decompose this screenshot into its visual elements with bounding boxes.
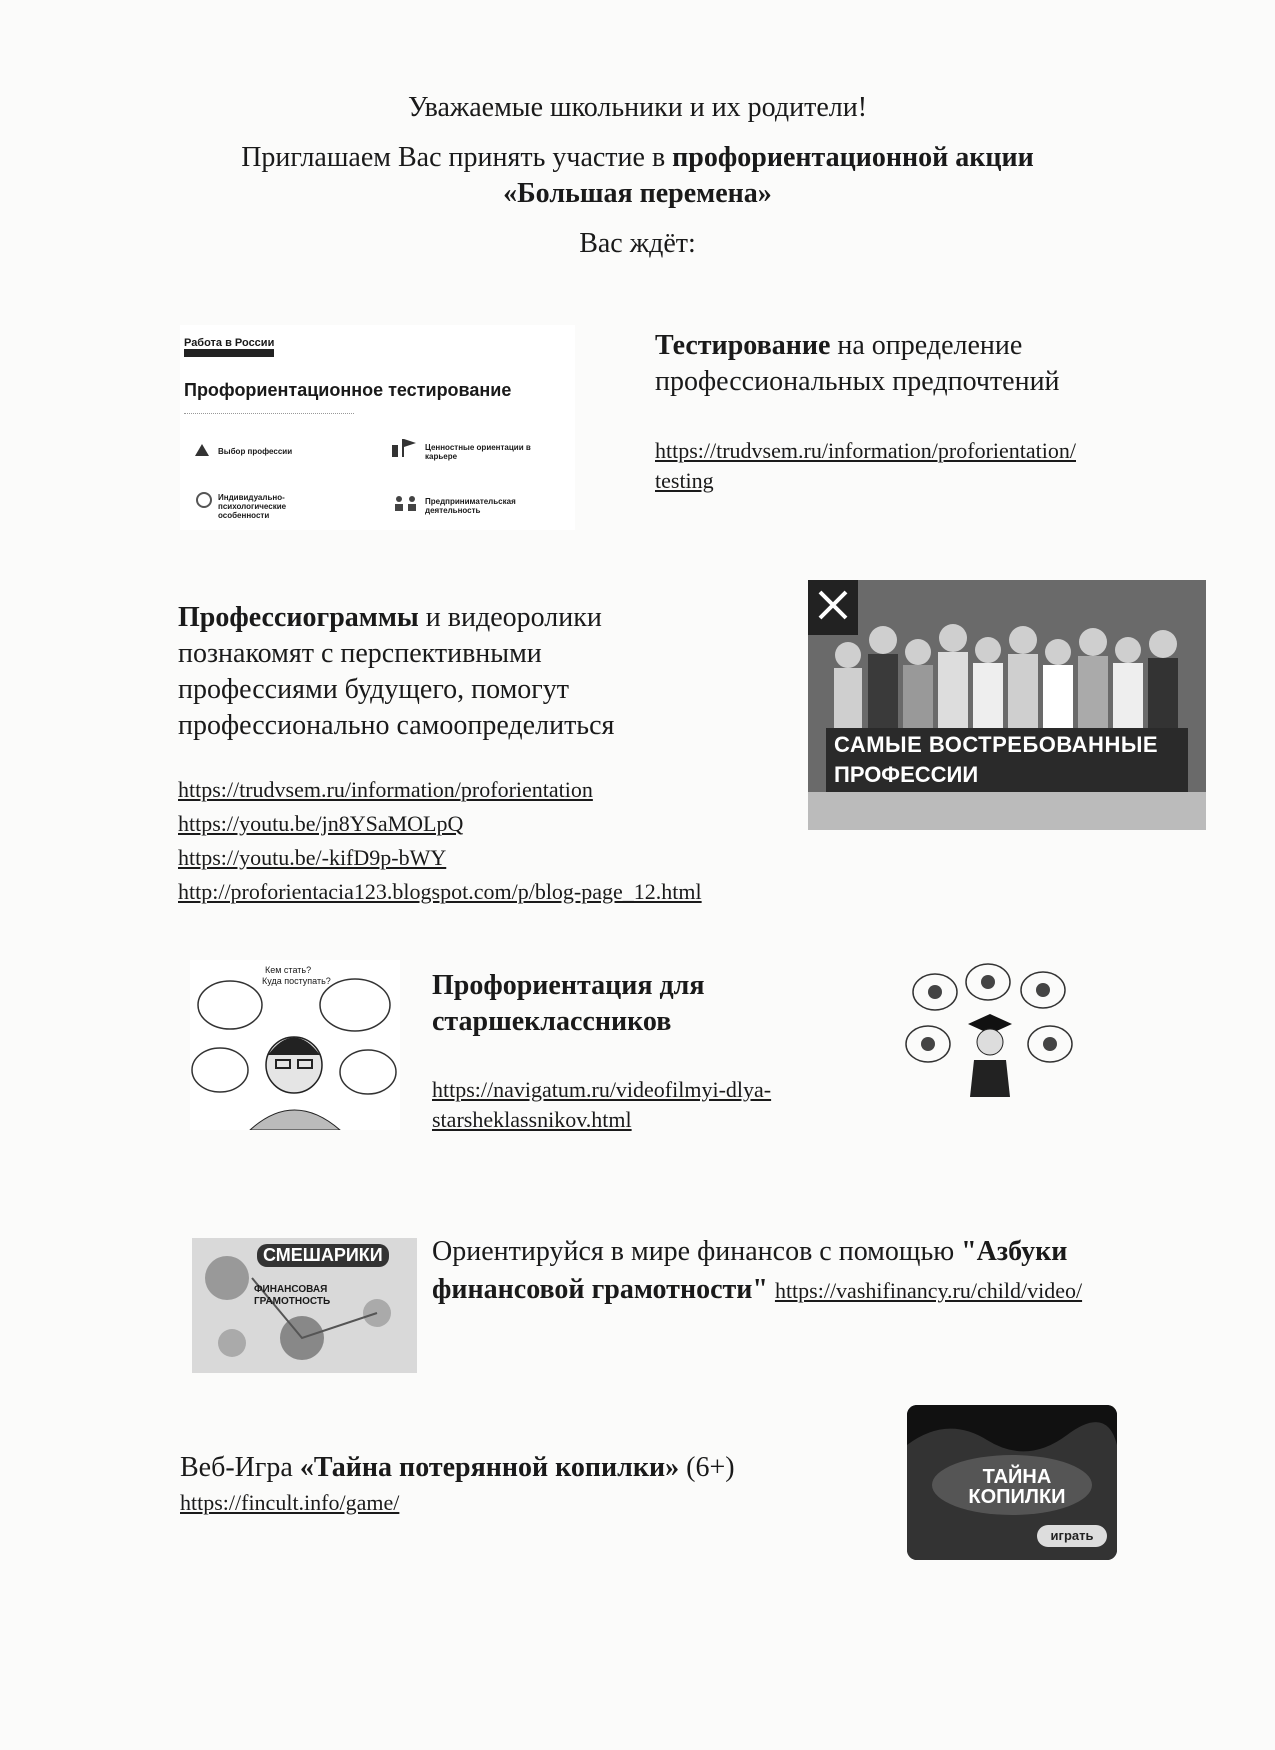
invitation (0, 142, 1275, 174)
prof-bold: Профессиограммы (178, 602, 419, 633)
finance-prefix: Ориентируйся в мире финансов с помощью (432, 1236, 955, 1267)
test-item-1: Выбор профессии (218, 447, 293, 456)
prof-link-2[interactable]: https://youtu.be/jn8YSaMOLpQ (178, 811, 464, 836)
bubble-text-2: Куда поступать? (262, 976, 331, 986)
invitation-bold: профориентационной акции (672, 142, 1034, 173)
finance-bold-2: финансовой грамотности" (432, 1274, 768, 1305)
prof-link-4[interactable]: http://proforientacia123.blogspot.com/p/blog-page_12.html (178, 879, 702, 904)
finance-line1 (432, 1234, 1067, 1270)
game-image-title: ТАЙНА КОПИЛКИ (968, 1466, 1066, 1508)
brain-icon (192, 490, 216, 510)
prof-link-3[interactable]: https://youtu.be/-kifD9p-bWY (178, 845, 447, 870)
testing-title (655, 328, 1022, 364)
prof-line2: познакомят с перспективными (178, 638, 542, 669)
invitation-prefix: Приглашаем Вас принять участие в (241, 142, 666, 173)
prof-line1-rest: и видеоролики (425, 602, 602, 633)
testing-image-heading: Профориентационное тестирование (184, 380, 512, 400)
bubble-text-1: Кем стать? (265, 965, 312, 975)
seniors-title-1: Профориентация для (432, 970, 705, 1001)
prof-line4: профессионально самоопределиться (178, 710, 615, 741)
prof-title (178, 600, 602, 636)
finance-image-brand: СМЕШАРИКИ (257, 1244, 389, 1267)
greeting: Уважаемые школьники и их родители! (407, 92, 868, 123)
prof-line3: профессиями будущего, помогут (178, 674, 570, 705)
testing-line2: профессиональных предпочтений (655, 366, 1060, 397)
test-item-3: Индивидуально-психологические особенности (218, 493, 287, 520)
game-age: (6+) (686, 1452, 735, 1483)
people-crowd-illustration (808, 580, 1206, 830)
finance-image (192, 1238, 417, 1373)
campaign-name: «Большая перемена» (503, 178, 772, 209)
awaits-label: Вас ждёт: (579, 228, 696, 259)
flag-icon (390, 437, 418, 459)
profession-icon (192, 440, 212, 460)
professions-image (808, 580, 1206, 830)
game-link[interactable]: https://fincult.info/game/ (180, 1490, 400, 1515)
game-play-button[interactable]: играть (1050, 1528, 1094, 1543)
brand-logo: Работа в России (184, 337, 274, 357)
game-image (907, 1405, 1117, 1560)
game-line (180, 1450, 735, 1486)
finance-line2 (432, 1272, 1082, 1308)
professions-caption-1: САМЫЕ ВОСТРЕБОВАННЫЕ (834, 732, 1159, 757)
testing-image (180, 325, 575, 530)
seniors-link-1[interactable]: https://navigatum.ru/videofilmyi-dlya- (432, 1077, 772, 1102)
testing-link-2[interactable]: testing (655, 468, 714, 493)
game-bold: «Тайна потерянной копилки» (299, 1452, 680, 1483)
game-prefix: Веб-Игра (180, 1452, 293, 1483)
test-item-4: Предпринимательская деятельность (425, 497, 516, 515)
test-item-2: Ценностные ориентации в карьере (425, 443, 531, 461)
graduate-illustration (900, 962, 1080, 1097)
testing-bold: Тестирование (655, 330, 831, 361)
seniors-title-2: старшеклассников (432, 1006, 672, 1037)
people-icon (392, 493, 420, 513)
testing-rest: на определение (837, 330, 1023, 361)
finance-bold-1: "Азбуки (961, 1236, 1068, 1267)
finance-link[interactable]: https://vashifinancy.ru/child/video/ (774, 1278, 1083, 1303)
professions-caption-2: ПРОФЕССИИ (834, 762, 979, 787)
seniors-image-left (190, 960, 400, 1130)
testing-link-1[interactable]: https://trudvsem.ru/information/proforientation/ (655, 438, 1076, 463)
seniors-link-2[interactable]: starsheklassnikov.html (432, 1107, 632, 1132)
finance-image-title: ФИНАНСОВАЯ ГРАМОТНОСТЬ (254, 1284, 331, 1307)
prof-link-1[interactable]: https://trudvsem.ru/information/proforientation (178, 777, 593, 802)
